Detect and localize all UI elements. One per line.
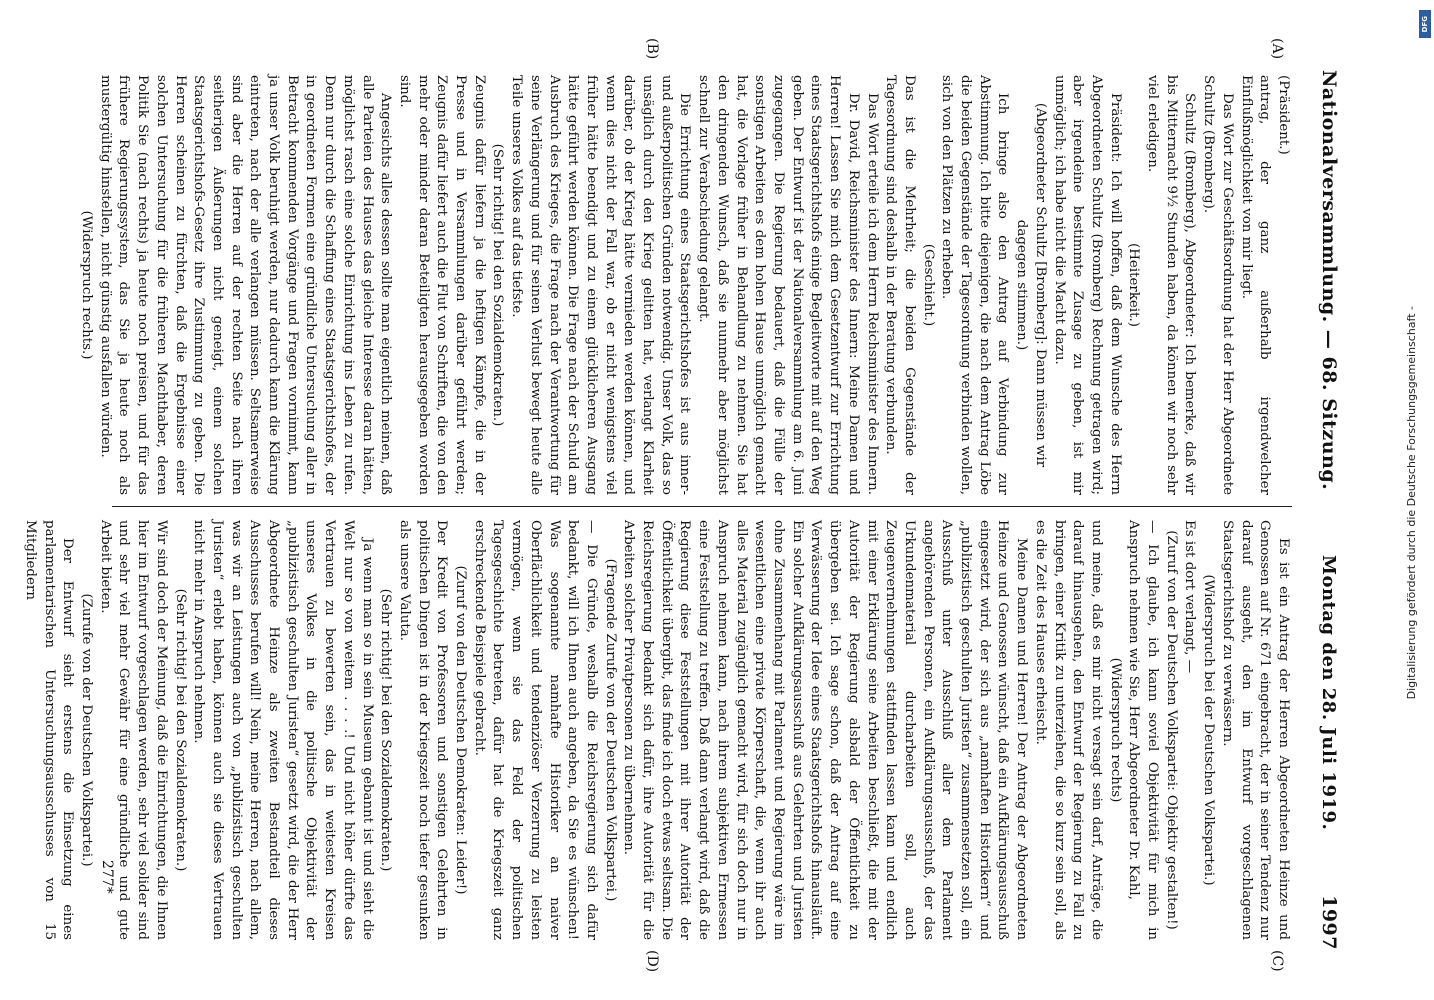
paragraph: (Präsident.) [1276,75,1291,155]
column-divider [112,506,1292,507]
paragraph: antrag, der ganz außerhalb irgendwelcher Einflußmöglichkeit von mir liegt. [1238,75,1273,495]
paragraph: (Sehr richtig! bei den Sozialdemokraten.) [490,143,506,427]
paragraph: (Widerspruch bei der Deutschen Volkspartei.) [1201,574,1217,886]
footer-mark: 277* [99,860,115,894]
digitization-note: Digitalisierung gefördert durch die Deutsche Forschungsgemeinschaft - [1404,305,1418,700]
paragraph: Das Wort erteile ich dem Herrn Reichsminister des Innern. [864,93,880,495]
dfg-logo: DFG [1419,10,1431,38]
paragraph: (Geschieht.) [920,243,936,327]
paragraph: Es ist ein Antrag der Herren Abgeordneten Heinze und Genossen auf Nr. 671 eingebracht, der in seiner Tendenz nur darauf ausgeht, den im Entwurf vorgeschlagenen Staatsgerichtshof zu verwässern. [1219,520,1291,940]
right-column [20,520,1292,940]
margin-marker-a: (A) [1269,38,1285,60]
paragraph: (Zurufe von der Deutschen Volkspartei.) [79,593,94,867]
paragraph: Angesichts alles dessen sollte man eigentlich meinen, daß alle Parteien des Hauses das gleiche Interesse daran hätten, möglichst rasch eine solche Einrichtung ins Leben zu rufen. Denn nur durch die Schaffung eines Staatsgerichtshofes, der in geordneten Formen eine gründliche Untersuchung aller in Betracht kommenden Vorgänge und Fragen vornimmt, kann ja unser Volk beruhigt werden, nur dadurch kann die Klärung eintreten, nach der alle verlangen müssen. Seltsamerweise sind aber die Herren auf der rechten Seite nach ihren seitherigen Äußerungen nicht geneigt, einem solchen Staatsgerichtshofs-Gesetz ihre Zustimmung zu geben. Die Herren scheinen zu fürchten, daß die Ergebnisse einer solchen Untersuchung für die früheren Machthaber, deren Politik Sie (nach rechts) ja heute noch preisen, und für das frühere Regierungssystem, das Sie ja heute noch als mustergültig hinstellen, nicht günstig ausfallen würden. [97,75,394,495]
paragraph: (Fragende Zurufe von der Deutschen Volkspartei.) [602,558,618,902]
paragraph: — Die Gründe, weshalb die Reichsregierung sich dafür bedankt, will ich Ihnen auch angeben, da Sie es wünschen! Was sogenannte namhafte Historiker an naiver Oberflächlichkeit und tendenziöser Verzerrung zu leisten vermögen, wenn sie das Feld der politischen Tagesgeschichte betreten, dafür hat die Kriegszeit ganz erschreckende Beispiele gebracht. [471,520,599,940]
margin-marker-c: (C) [1269,950,1285,972]
paragraph: (Zuruf von den Deutschen Demokraten: Leider!) [453,565,469,895]
paragraph: und meine, daß es mir nicht versagt sein darf, Anträge, die darauf hinausgehen, den Entwurf der Regierung zu Fall zu bringen, einer Kritik zu unterziehen, die so kurz sein soll, als es die Zeit des Hauses erheischt. [1032,520,1104,940]
paragraph: Es ist dort verlangt, — [1182,520,1198,674]
header-date: Montag den 28. Juli 1919. [1318,555,1339,831]
header-left: Nationalversammlung. — 68. Sitzung. [1318,70,1340,491]
margin-marker-b: (B) [644,38,660,60]
paragraph: (Heiterkeit.) [1126,243,1142,327]
paragraph: Der Kredit von Professoren und sonstigen Gelehrten in politischen Dingen ist in der Kriegszeit noch tiefer gesunken als unsere Valuta. [396,520,450,940]
page-number: 1997 [1318,895,1340,950]
left-column [76,75,1292,495]
paragraph: Meine Damen und Herren! Der Antrag der Abgeordneten Heinze und Genossen wünscht, daß ein Aufklärungsausschuß eingesetzt wird, der sich aus „namhaften Historikern“ und „publizistisch geschulten Juristen“ zusammensetzen soll, ein Ausschuß unter Ausschluß aller dem Parlament angehörenden Personen, ein Aufklärungsausschuß, der das Urkundenmaterial durcharbeiten soll, auch Zeugenvernehmungen stattfinden lassen kann und endlich mit einer Erklärung seine Arbeiten beschließt, die mit der Autorität der Regierung alsbald der Öffentlichkeit zu übergeben sei. Ich sage schon, daß der Antrag auf eine Verwässerung der Idee eines Staatsgerichtshofs hinausläuft. Ein solcher Aufklärungsausschuß aus Gelehrten und Juristen ohne Zusammenhang mit Parlament und Regierung wäre im wesentlichen eine private Körperschaft, die, wenn ihr auch alles Material zugänglich gemacht wird, für sich doch nur in Anspruch nehmen kann, nach ihrem subjektiven Ermessen eine Feststellung zu treffen. Daß dann verlangt wird, daß die Regierung diese Feststellungen mit ihrer Autorität der Öffentlichkeit übergibt, das finde ich doch etwas seltsam. Die Reichsregierung bedankt sich dafür, ihre Autorität für die Arbeiten solcher Privatpersonen zu übernehmen. [621,520,1030,940]
paragraph: (Zuruf von der Deutschen Volkspartei: Objektiv gestalten!) [1163,530,1179,930]
paragraph: (Sehr richtig! bei den Sozialdemokraten.) [172,588,188,872]
paragraph: Dr. David, Reichsminister des Innern: Meine Damen und Herren! Lassen Sie mich dem Gesetzentwurf zur Errichtung eines Staatsgerichtshofs einige Begleitworte mit auf den Weg geben. Der Entwurf ist der Nationalversammlung am 6. Juni zugegangen. Die Regierung bedauert, daß die Fülle der sonstigen Arbeiten es dem hohen Hause unmöglich gemacht hat, die Vorlage früher in Behandlung zu nehmen. Sie hat den dringenden Wunsch, daß sie nunmehr aber möglichst schnell zur Verabschiedung gelangt. [696,75,861,495]
paragraph: Schultz (Bromberg), Abgeordneter: Ich bemerke, daß wir bis Mitternacht 9½ Stunden haben, da können wir noch sehr viel erledigen. [1145,75,1198,495]
paragraph: Ja wenn man so in sein Museum gebannt ist und sieht die Welt nur so von weitem . . . .! Und nicht höher dürfte das Vertrauen zu bewerten sein, das in weitesten Kreisen unseres Volkes in die politische Objektivität der „publizistisch geschulten Juristen“ gesetzt wird, die der Herr Abgeordnete Heinze als zweiten Bestandteil dieses Ausschusses berufen will! Nein, meine Herren, nach allem, was wir an Leistungen auch von „publizistisch geschulten Juristen“ erlebt haben, können auch sie dieses Vertrauen nicht mehr in Anspruch nehmen. [191,520,375,940]
paragraph: Das Wort zur Geschäftsordnung hat der Herr Abgeordnete Schultz (Bromberg). [1201,75,1235,495]
paragraph: Ich bringe also den Antrag auf Verbindung zur Abstimmung. Ich bitte diejenigen, die nach dem Antrag Löbe die beiden Gegenstände der Tagesordnung verbinden wollen, sich von den Plätzen zu erheben. [939,75,1011,495]
paragraph: (Widerspruch rechts) [1107,657,1123,803]
paragraph: Der Entwurf sieht erstens die Einsetzung eines parlamentarischen Untersuchungsausschusses von 15 Mitgliedern [22,520,76,940]
margin-marker-d: (D) [644,950,660,973]
paragraph: (Sehr richtig! bei den Sozialdemokraten.) [378,588,394,872]
paragraph: Zeugnis dafür liefern ja die heftigen Kämpfe, die in der Presse und in Versammlungen darüber geführt werden; Zeugnis dafür liefert auch die Flut von Schriften, die von den mehr oder minder daran Beteiligten herausgegeben worden sind. [396,75,487,495]
page-header [1312,70,1340,950]
paragraph: Das ist die Mehrheit; die beiden Gegenstände der Tagesordnung sind deshalb in der Beratung verbunden. [883,75,917,495]
paragraph: (Abgeordneter Schultz [Bromberg]: Dann müssen wir dagegen stimmen.) [1014,102,1048,468]
paragraph: Präsident: Ich will hoffen, daß dem Wunsche des Herrn Abgeordneten Schultz (Bromberg) Rechnung getragen wird; aber irgendeine bestimmte Zusage zu geben, ist mir unmöglich; ich habe nicht die Macht dazu. [1051,75,1123,495]
paragraph: (Widerspruch rechts.) [79,210,94,360]
paragraph: Wir sind doch der Meinung, daß die Einrichtungen, die Ihnen hier im Entwurf vorgeschlagen werden, sehr viel solider sind und sehr viel mehr Gewähr für eine gründliche und gute Arbeit bieten. [97,520,169,940]
paragraph: Die Errichtung eines Staatsgerichtshofes ist aus inner- und außerpolitischen Gründen notwendig. Unser Volk, das so unsäglich durch den Krieg gelitten hat, verlangt Klarheit darüber, ob der Krieg hätte vermieden werden können, und wenn dies nicht der Fall war, ob er nicht wenigstens viel früher hätte beendigt und zu einem glücklicheren Ausgang hätte geführt werden können. Die Frage nach der Schuld am Ausbruch des Krieges, die Frage nach der Verantwortung für seine Verlängerung und für seinen Verlust bewegt heute alle Teile unseres Volkes auf das tiefste. [509,75,693,495]
paragraph: — Ich glaube, ich kann soviel Objektivität für mich in Anspruch nehmen wie Sie, Herr Abgeordneter Dr. Kahl, [1126,520,1161,940]
